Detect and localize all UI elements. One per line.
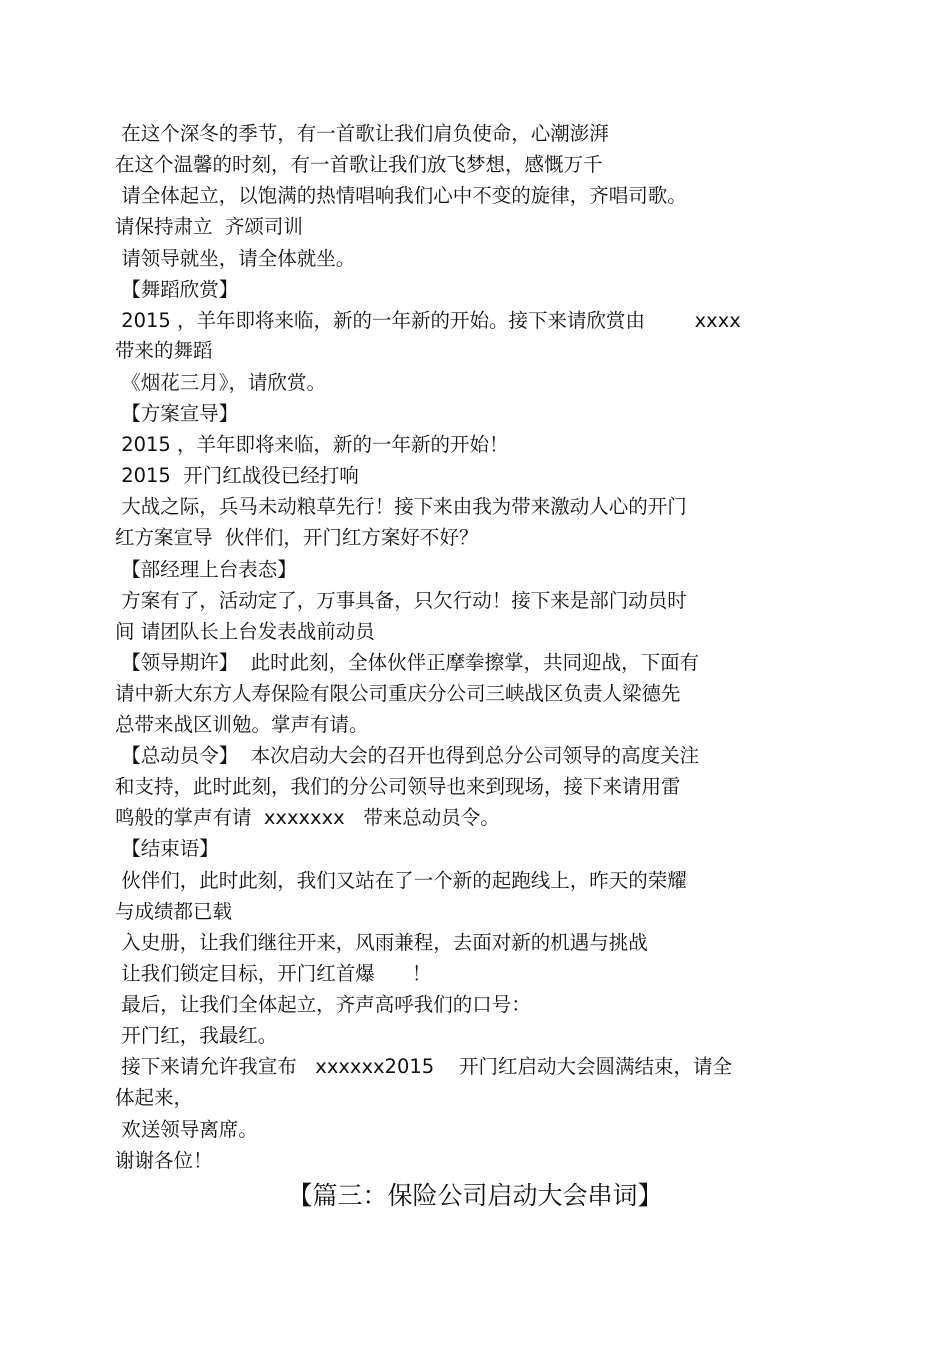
- text-line: 间 请团队长上台发表战前动员: [115, 620, 375, 643]
- text-line: 方案有了，活动定了，万事具备，只欠行动！接下来是部门动员时: [115, 589, 687, 612]
- text-line: 鸣般的掌声有请 xxxxxxx 带来总动员令。: [115, 806, 500, 829]
- text-line: 在这个深冬的季节，有一首歌让我们肩负使命，心潮澎湃: [115, 122, 609, 145]
- text-line: 伙伴们，此时此刻，我们又站在了一个新的起跑线上，昨天的荣耀: [115, 869, 687, 892]
- text-line: 2015 ，羊年即将来临，新的一年新的开始。接下来请欣赏由 xxxx: [115, 309, 741, 332]
- text-line: 与成绩都已载: [115, 900, 233, 923]
- text-line: 《烟花三月》，请欣赏。: [115, 371, 326, 394]
- text-line: 带来的舞蹈: [115, 339, 213, 362]
- section-label: 【方案宣导】: [115, 402, 239, 425]
- section-label: 【部经理上台表态】: [115, 558, 297, 581]
- section-heading: 【篇三：保险公司启动大会串词】: [287, 1181, 663, 1210]
- text-line: 总带来战区训勉。掌声有请。: [115, 713, 369, 736]
- text-line: 红方案宣导 伙伴们，开门红方案好不好？: [115, 526, 479, 549]
- text-line: 在这个温馨的时刻，有一首歌让我们放飞梦想，感慨万千: [115, 153, 603, 176]
- text-line: 接下来请允许我宣布 xxxxxx2015 开门红启动大会圆满结束，请全: [115, 1055, 732, 1078]
- text-line: 体起来，: [115, 1086, 194, 1109]
- text-line: 入史册，让我们继往开来，风雨兼程，去面对新的机遇与挑战: [115, 931, 648, 954]
- section-label: 【结束语】: [115, 837, 219, 860]
- text-line: 大战之际，兵马未动粮草先行！接下来由我为带来激动人心的开门: [115, 495, 687, 518]
- text-line: 请领导就坐，请全体就坐。: [115, 247, 356, 270]
- text-line: 最后，让我们全体起立，齐声高呼我们的口号：: [115, 993, 531, 1016]
- section-label: 【舞蹈欣赏】: [115, 278, 239, 301]
- text-line: 2015 开门红战役已经打响: [115, 464, 359, 487]
- text-line: 开门红，我最红。: [115, 1024, 278, 1047]
- text-line: 【领导期许】 此时此刻，全体伙伴正摩拳擦掌，共同迎战，下面有: [115, 651, 700, 674]
- text-line: 2015 ，羊年即将来临，新的一年新的开始！: [115, 433, 509, 456]
- text-line: 请中新大东方人寿保险有限公司重庆分公司三峡战区负责人梁德先: [115, 682, 681, 705]
- text-line: 谢谢各位！: [115, 1149, 213, 1172]
- text-line: 欢送领导离席。: [115, 1118, 258, 1141]
- text-line: 让我们锁定目标，开门红首爆 ！: [115, 962, 432, 985]
- text-line: 请保持肃立 齐颂司训: [115, 215, 303, 238]
- text-line: 请全体起立，以饱满的热情唱响我们心中不变的旋律，齐唱司歌。: [115, 184, 687, 207]
- text-line: 和支持，此时此刻，我们的分公司领导也来到现场，接下来请用雷: [115, 775, 681, 798]
- text-line: 【总动员令】 本次启动大会的召开也得到总分公司领导的高度关注: [115, 744, 700, 767]
